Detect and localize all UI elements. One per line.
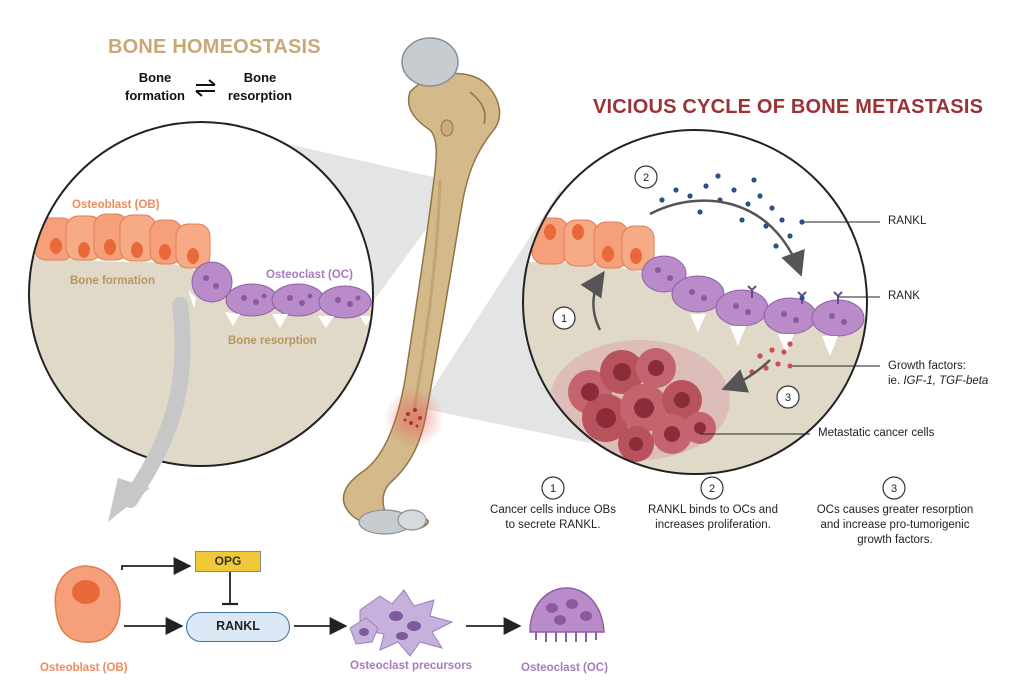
- step-number-3: [883, 477, 905, 499]
- step-number-2: [701, 477, 723, 499]
- pathway-osteoblast-label: Osteoblast (OB): [40, 662, 128, 674]
- ob-to-opg-arrow: [122, 566, 188, 570]
- metastatic-cells-callout: Metastatic cancer cells: [818, 427, 935, 439]
- rank-callout: RANK: [888, 290, 920, 302]
- growth-factors-heading: Growth factors:: [888, 360, 966, 372]
- step-3-description: [800, 503, 990, 548]
- growth-factors-list: IGF-1, TGF-beta: [903, 375, 989, 387]
- opg-box: OPG: [195, 551, 261, 572]
- bone-formation-word-2: formation: [125, 88, 185, 103]
- step-1-line-2: to secrete RANKL.: [505, 519, 601, 531]
- cycle-marker-1: [553, 307, 575, 329]
- osteoblast-label-left: Osteoblast (OB): [72, 199, 160, 211]
- bone-resorption-word-1: Bone: [243, 70, 277, 85]
- pathway-osteoclast-cell: [530, 588, 604, 642]
- osteoclast-precursor-cells: [350, 590, 452, 656]
- bone-formation-word-1: Bone: [138, 70, 172, 85]
- growth-factors-callout: [888, 359, 988, 389]
- bone-homeostasis-title: BONE HOMEOSTASIS: [108, 36, 321, 58]
- step-2-line-1: RANKL binds to OCs and: [648, 504, 778, 516]
- growth-factors-examples: [888, 374, 988, 389]
- svg-text:3: 3: [890, 483, 898, 495]
- cycle-marker-2: [635, 166, 657, 188]
- svg-text:3: 3: [784, 392, 792, 404]
- svg-text:2: 2: [642, 172, 650, 184]
- tumor-site-glow: [384, 388, 444, 448]
- pathway-osteoclast-label: Osteoclast (OC): [521, 662, 608, 674]
- osteoclast-precursors-label: Osteoclast precursors: [350, 660, 473, 672]
- step-1-description: [470, 503, 636, 533]
- equilibrium-arrows-icon: [196, 80, 215, 96]
- bone-resorption-label: Bone resorption: [228, 335, 317, 347]
- metastatic-cancer-cluster: [550, 340, 730, 462]
- step-3-line-2: and increase pro-tumorigenic: [820, 519, 970, 531]
- cycle-marker-3: [777, 386, 799, 408]
- svg-text:1: 1: [549, 483, 557, 495]
- femoral-head: [402, 38, 458, 86]
- step-2-line-2: increases proliferation.: [655, 519, 771, 531]
- rankl-box: RANKL: [186, 612, 290, 642]
- step-1-line-1: Cancer cells induce OBs: [490, 504, 616, 516]
- step-3-line-1: OCs causes greater resorption: [816, 504, 974, 516]
- step-2-description: [630, 503, 796, 533]
- rankl-callout: RANKL: [888, 215, 927, 227]
- bone-resorption-word-2: resorption: [227, 88, 293, 103]
- step-number-1: [542, 477, 564, 499]
- bone-formation-label: Bone formation: [70, 275, 155, 287]
- growth-factors-prefix: ie.: [888, 375, 904, 387]
- vicious-cycle-title: VICIOUS CYCLE OF BONE METASTASIS: [593, 96, 984, 118]
- step-3-line-3: growth factors.: [857, 534, 933, 546]
- svg-text:2: 2: [708, 483, 716, 495]
- osteoclast-label-left: Osteoclast (OC): [266, 269, 353, 281]
- pathway-osteoblast-cell: [55, 566, 120, 642]
- bone-homeostasis-zoom-circle: [20, 122, 380, 480]
- osteoblast-cells-right: [532, 218, 654, 270]
- svg-text:1: 1: [560, 313, 568, 325]
